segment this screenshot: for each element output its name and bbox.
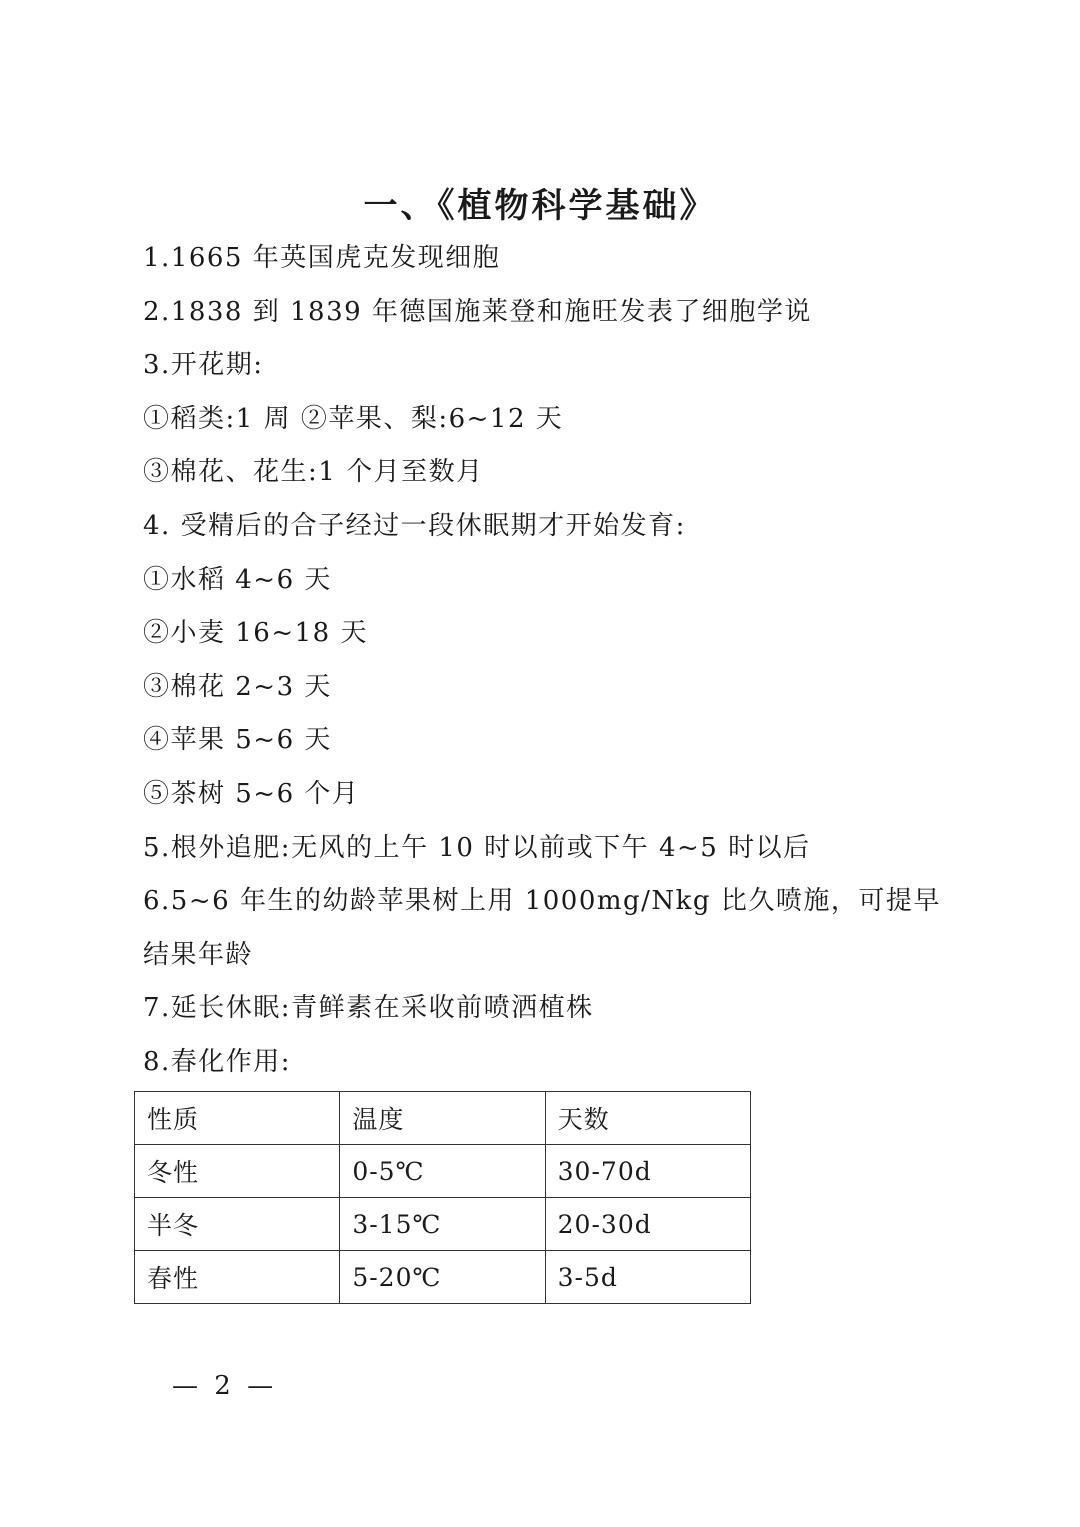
line-3: 3.开花期: xyxy=(143,350,264,381)
line-13: 6.5~6 年生的幼龄苹果树上用 1000mg/Nkg 比久喷施，可提早 xyxy=(143,886,941,917)
line-6: 4. 受精后的合子经过一段休眠期才开始发育: xyxy=(143,510,686,541)
line-4: ①稻类:1 周 ②苹果、梨:6~12 天 xyxy=(143,403,564,434)
table-cell: 5-20℃ xyxy=(340,1251,545,1304)
table-cell: 20-30d xyxy=(545,1198,750,1251)
vernalization-table xyxy=(134,1091,751,1304)
table-header-cell: 天数 xyxy=(545,1092,750,1145)
line-7: ①水稻 4~6 天 xyxy=(143,564,332,595)
table-row xyxy=(135,1251,751,1304)
table-cell: 半冬 xyxy=(135,1198,340,1251)
line-5: ③棉花、花生:1 个月至数月 xyxy=(143,457,484,488)
table-header-cell: 性质 xyxy=(135,1092,340,1145)
line-16: 8.春化作用: xyxy=(143,1046,292,1077)
table-cell: 春性 xyxy=(135,1251,340,1304)
table-cell: 冬性 xyxy=(135,1145,340,1198)
content-lines xyxy=(143,232,941,1090)
line-1: 1.1665 年英国虎克发现细胞 xyxy=(143,243,501,273)
table-cell: 3-15℃ xyxy=(340,1198,545,1251)
table-row xyxy=(135,1145,751,1198)
table-cell: 0-5℃ xyxy=(340,1145,545,1198)
line-8: ②小麦 16~18 天 xyxy=(143,618,368,649)
line-15: 7.延长休眠:青鲜素在采收前喷洒植株 xyxy=(143,993,594,1024)
line-9: ③棉花 2~3 天 xyxy=(143,671,332,702)
table-cell: 3-5d xyxy=(545,1251,750,1304)
page-title: 一、《植物科学基础》 xyxy=(363,186,717,226)
line-10: ④苹果 5~6 天 xyxy=(143,725,332,756)
page-number: — 2 — xyxy=(172,1371,278,1401)
table-cell: 30-70d xyxy=(545,1145,750,1198)
table-header-cell: 温度 xyxy=(340,1092,545,1145)
table-header-row xyxy=(135,1092,751,1145)
table-row xyxy=(135,1198,751,1251)
line-11: ⑤茶树 5~6 个月 xyxy=(143,778,360,809)
line-12: 5.根外追肥:无风的上午 10 时以前或下午 4~5 时以后 xyxy=(143,832,811,863)
line-14: 结果年龄 xyxy=(143,939,254,970)
line-2: 2.1838 到 1839 年德国施莱登和施旺发表了细胞学说 xyxy=(143,296,812,327)
